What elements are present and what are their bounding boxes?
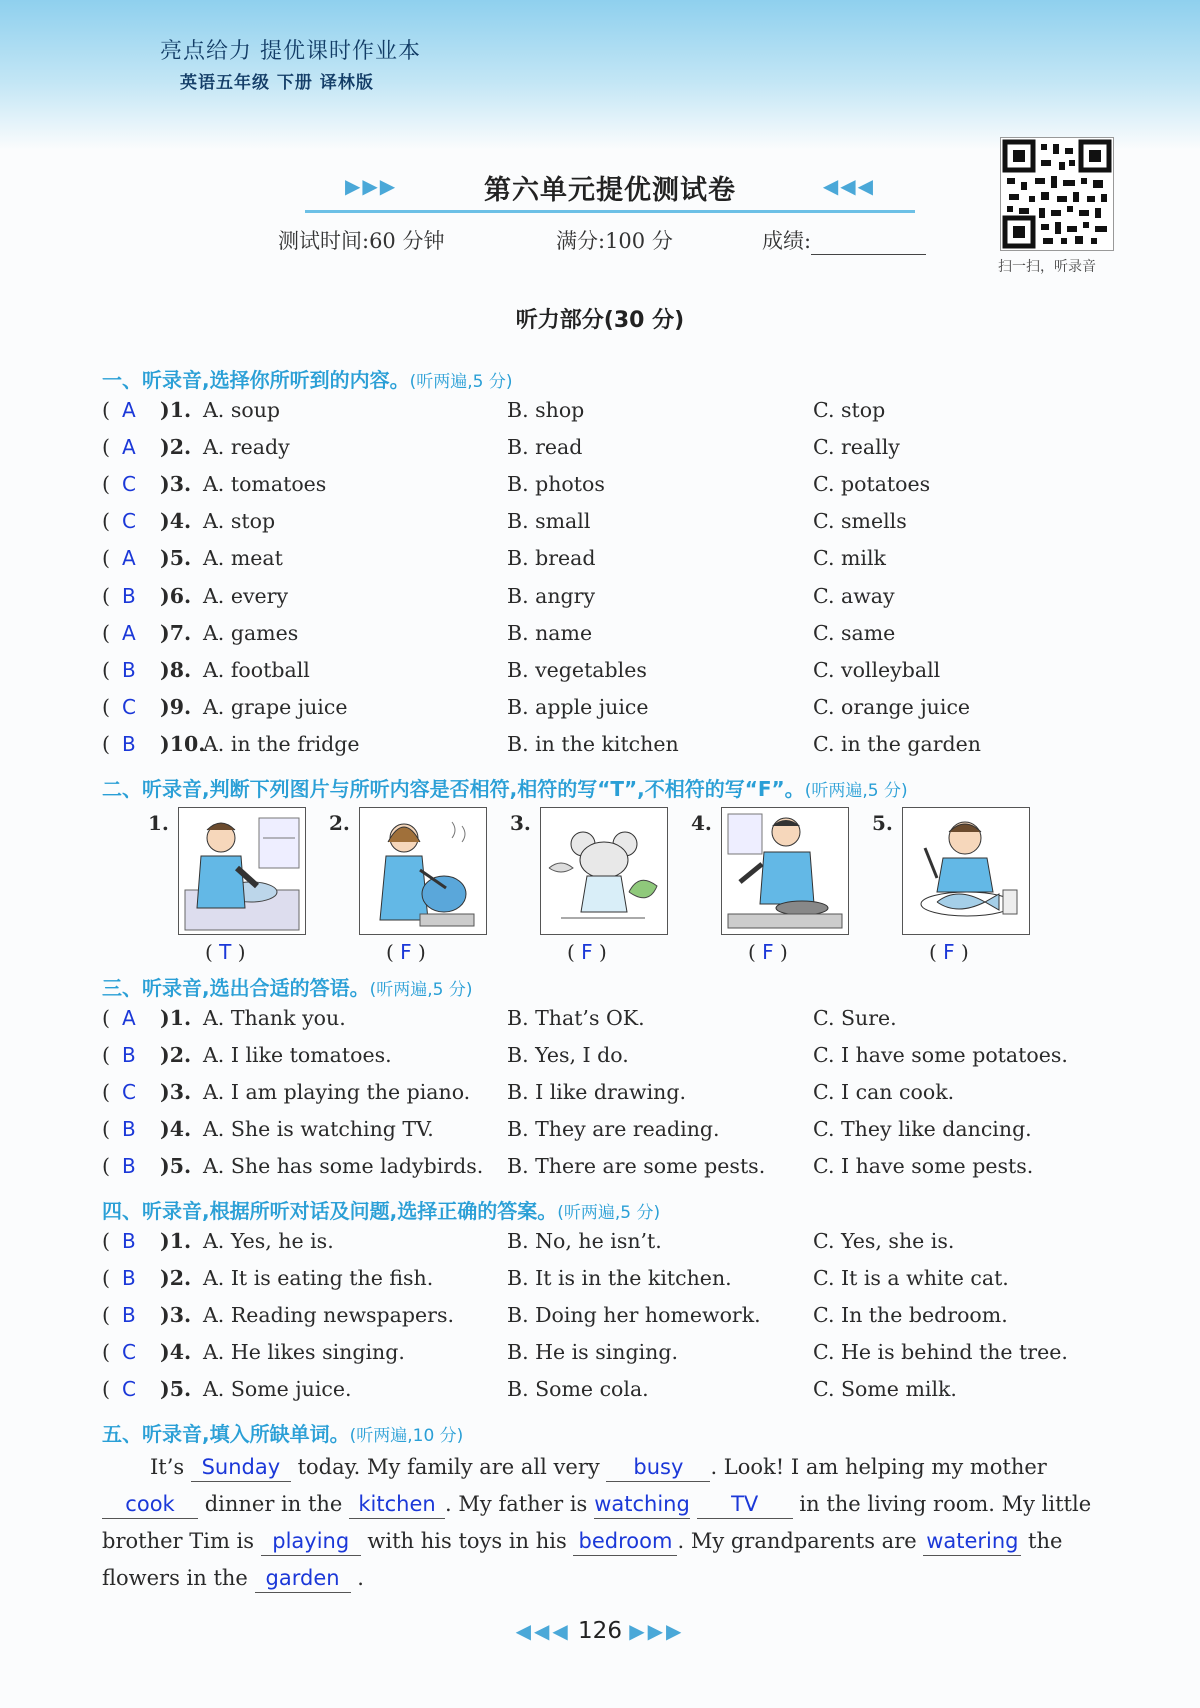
part3-note: (听两遍,5 分) <box>369 980 473 1000</box>
question-row <box>102 1154 1142 1184</box>
qr-code-icon <box>1000 137 1114 251</box>
option-c: C. I can cook. <box>813 1080 955 1104</box>
option-a: A. She has some ladybirds. <box>203 1154 484 1178</box>
passage-text: . My father is <box>445 1492 588 1516</box>
option-b: B. angry <box>507 583 596 608</box>
option-b: B. It is in the kitchen. <box>507 1266 732 1290</box>
answer-paren: ( <box>102 657 110 682</box>
answer-mark: A <box>122 620 136 645</box>
question-row <box>102 472 1142 502</box>
score-blank <box>811 232 926 255</box>
answer-mark: B <box>122 1266 136 1290</box>
option-c: C. away <box>813 583 895 608</box>
question-number: )2. <box>160 1266 192 1290</box>
option-c: C. In the bedroom. <box>813 1303 1008 1327</box>
option-b: B. vegetables <box>507 657 647 682</box>
option-c: C. really <box>813 435 900 460</box>
left-arrows-icon: ◀◀◀ <box>822 174 875 198</box>
answer-paren: ( <box>102 546 110 571</box>
option-c: C. potatoes <box>813 472 931 497</box>
option-a: A. in the fridge <box>203 731 360 756</box>
option-c: C. volleyball <box>813 657 941 682</box>
fill-in-passage <box>102 1449 1117 1597</box>
answer-mark: F <box>943 940 955 964</box>
test-title: 第六单元提优测试卷 <box>484 175 736 206</box>
passage-line <box>102 1486 1117 1523</box>
passage-text: It’s <box>150 1455 185 1479</box>
question-number: )7. <box>160 620 192 645</box>
question-number: )1. <box>160 1229 192 1253</box>
answer-paren: ( <box>102 509 110 534</box>
answer-paren: ( <box>102 620 110 645</box>
answer-mark: B <box>122 1117 136 1141</box>
option-b: B. I like drawing. <box>507 1080 686 1104</box>
answer-mark: B <box>122 731 136 756</box>
answer-mark: C <box>122 1080 136 1104</box>
part2-pictures <box>148 805 1148 985</box>
test-time: 测试时间:60 分钟 <box>278 229 445 253</box>
man-cooking-picture <box>721 807 849 935</box>
left-arrows-icon: ◀◀◀ <box>515 1619 571 1643</box>
blank-answer: busy <box>606 1453 710 1482</box>
listening-section-title: 听力部分(30 分) <box>515 308 685 333</box>
option-a: A. He likes singing. <box>203 1340 405 1364</box>
picture-answer: ( F ) <box>386 940 426 964</box>
part2-note: (听两遍,5 分) <box>804 781 908 801</box>
option-c: C. They like dancing. <box>813 1117 1032 1141</box>
test-title-row <box>300 168 920 208</box>
option-b: B. shop <box>507 398 585 422</box>
answer-paren: ( <box>102 435 110 460</box>
blank-answer: TV <box>697 1490 793 1519</box>
part1-note: (听两遍,5 分) <box>409 372 513 392</box>
option-a: A. every <box>203 583 289 608</box>
answer-mark: C <box>122 694 136 719</box>
answer-paren: ( <box>102 1229 110 1253</box>
blank-answer: watching <box>594 1490 690 1519</box>
picture-number: 4. <box>691 811 712 835</box>
part3-heading <box>102 972 473 1001</box>
part4-note: (听两遍,5 分) <box>557 1203 661 1223</box>
option-b: B. apple juice <box>507 694 649 719</box>
answer-paren: ( <box>102 1340 110 1364</box>
question-number: )3. <box>160 1303 192 1327</box>
answer-paren: ( <box>102 1117 110 1141</box>
question-row <box>102 1117 1142 1147</box>
option-b: B. name <box>507 620 593 645</box>
answer-mark: F <box>762 940 774 964</box>
option-c: C. I have some potatoes. <box>813 1043 1068 1067</box>
question-number: )5. <box>160 546 192 571</box>
score-field <box>762 225 926 255</box>
option-c: C. Sure. <box>813 1006 897 1030</box>
passage-text: with his toys in his <box>367 1529 567 1553</box>
option-b: B. He is singing. <box>507 1340 679 1364</box>
answer-mark: A <box>122 398 136 422</box>
blank-answer: bedroom <box>573 1527 677 1556</box>
book-subtitle: 英语五年级 下册 译林版 <box>180 73 374 93</box>
option-a: A. grape juice <box>203 694 348 719</box>
option-c: C. milk <box>813 546 886 571</box>
option-a: A. It is eating the fish. <box>203 1266 434 1290</box>
option-b: B. They are reading. <box>507 1117 720 1141</box>
title-underline <box>305 210 915 213</box>
page-number: 126 <box>578 1618 622 1644</box>
question-number: )3. <box>160 472 192 497</box>
answer-mark: B <box>122 1043 136 1067</box>
picture-answer: ( F ) <box>567 940 607 964</box>
picture-answer: ( F ) <box>929 940 969 964</box>
option-a: A. meat <box>203 546 283 571</box>
question-row <box>102 732 1142 762</box>
option-c: C. same <box>813 620 896 645</box>
right-arrows-icon: ▶▶▶ <box>345 174 398 198</box>
answer-mark: F <box>400 940 412 964</box>
passage-text: . My grandparents are <box>677 1529 917 1553</box>
passage-line <box>102 1560 1117 1597</box>
question-row <box>102 435 1142 465</box>
cooking-soup-picture <box>359 807 487 935</box>
part2-heading-text: 二、听录音,判断下列图片与所听内容是否相符,相符的写“T”,不相符的写“F”。 <box>102 777 805 801</box>
boy-eating-fish-picture <box>902 807 1030 935</box>
part5-heading <box>102 1418 463 1447</box>
question-number: )4. <box>160 1340 192 1364</box>
option-c: C. I have some pests. <box>813 1154 1034 1178</box>
answer-mark: C <box>122 472 136 497</box>
part1-heading <box>102 364 513 393</box>
question-number: )4. <box>160 1117 192 1141</box>
option-c: C. Some milk. <box>813 1377 957 1401</box>
question-row <box>102 621 1142 651</box>
passage-text: brother Tim is <box>102 1529 255 1553</box>
option-b: B. That’s OK. <box>507 1006 645 1030</box>
option-c: C. stop <box>813 398 886 422</box>
blank-answer: cook <box>102 1490 198 1519</box>
right-arrows-icon: ▶▶▶ <box>629 1619 685 1643</box>
answer-mark: F <box>581 940 593 964</box>
passage-text: in the living room. My little <box>799 1492 1092 1516</box>
option-a: A. Yes, he is. <box>203 1229 334 1253</box>
option-a: A. I like tomatoes. <box>203 1043 392 1067</box>
picture-answer: ( F ) <box>748 940 788 964</box>
option-a: A. Some juice. <box>203 1377 352 1401</box>
question-number: )1. <box>160 1006 192 1030</box>
option-b: B. photos <box>507 472 605 497</box>
question-row <box>102 509 1142 539</box>
picture-number: 1. <box>148 811 169 835</box>
option-a: A. stop <box>203 509 276 534</box>
option-b: B. No, he isn’t. <box>507 1229 662 1253</box>
washing-dishes-picture <box>178 807 306 935</box>
part3-heading-text: 三、听录音,选出合适的答语。 <box>102 976 370 1000</box>
option-b: B. Doing her homework. <box>507 1303 761 1327</box>
option-a: A. Reading newspapers. <box>203 1303 454 1327</box>
answer-paren: ( <box>102 472 110 497</box>
answer-mark: B <box>122 657 136 682</box>
picture-number: 3. <box>510 811 531 835</box>
passage-line <box>102 1523 1117 1560</box>
question-number: )3. <box>160 1080 192 1104</box>
question-row <box>102 398 1142 428</box>
question-row <box>102 1303 1142 1333</box>
question-number: )4. <box>160 509 192 534</box>
blank-answer: kitchen <box>349 1490 445 1519</box>
answer-mark: A <box>122 1006 136 1030</box>
page-footer <box>0 1618 1200 1644</box>
question-number: )5. <box>160 1377 192 1401</box>
answer-paren: ( <box>102 583 110 608</box>
mouse-smelling-picture <box>540 807 668 935</box>
question-number: )2. <box>160 435 192 460</box>
answer-mark: B <box>122 583 136 608</box>
option-c: C. He is behind the tree. <box>813 1340 1068 1364</box>
answer-paren: ( <box>102 1303 110 1327</box>
answer-paren: ( <box>102 1154 110 1178</box>
part2-heading <box>102 773 908 802</box>
question-row <box>102 546 1142 576</box>
question-number: )10. <box>160 731 206 756</box>
blank-answer: playing <box>261 1527 361 1556</box>
answer-paren: ( <box>102 694 110 719</box>
full-score: 满分:100 分 <box>556 229 673 253</box>
question-row <box>102 1043 1142 1073</box>
option-b: B. read <box>507 435 583 460</box>
answer-paren: ( <box>102 731 110 756</box>
option-c: C. orange juice <box>813 694 971 719</box>
question-row <box>102 1229 1142 1259</box>
answer-mark: T <box>219 940 232 964</box>
answer-mark: B <box>122 1229 136 1253</box>
question-number: )1. <box>160 398 192 422</box>
option-a: A. She is watching TV. <box>203 1117 434 1141</box>
picture-number: 5. <box>872 811 893 835</box>
option-c: C. in the garden <box>813 731 981 756</box>
answer-mark: A <box>122 435 136 460</box>
option-c: C. It is a white cat. <box>813 1266 1009 1290</box>
answer-paren: ( <box>102 398 110 422</box>
option-a: A. soup <box>203 398 281 422</box>
question-number: )5. <box>160 1154 192 1178</box>
part5-heading-text: 五、听录音,填入所缺单词。 <box>102 1422 350 1446</box>
part1-heading-text: 一、听录音,选择你所听到的内容。 <box>102 368 410 392</box>
option-a: A. games <box>203 620 299 645</box>
option-a: A. ready <box>203 435 290 460</box>
question-number: )6. <box>160 583 192 608</box>
question-row <box>102 584 1142 614</box>
option-a: A. tomatoes <box>203 472 327 497</box>
answer-mark: A <box>122 546 136 571</box>
question-number: )2. <box>160 1043 192 1067</box>
answer-mark: B <box>122 1154 136 1178</box>
question-row <box>102 1340 1142 1370</box>
book-title: 亮点给力 提优课时作业本 <box>160 39 421 64</box>
passage-text: . <box>357 1566 364 1590</box>
answer-mark: B <box>122 1303 136 1327</box>
option-a: A. football <box>203 657 310 682</box>
option-b: B. Yes, I do. <box>507 1043 629 1067</box>
blank-answer: watering <box>923 1527 1021 1556</box>
option-b: B. small <box>507 509 591 534</box>
answer-paren: ( <box>102 1043 110 1067</box>
question-row <box>102 695 1142 725</box>
question-row <box>102 658 1142 688</box>
picture-number: 2. <box>329 811 350 835</box>
answer-mark: C <box>122 509 136 534</box>
option-a: A. I am playing the piano. <box>203 1080 471 1104</box>
passage-text: today. My family are all very <box>297 1455 600 1479</box>
passage-line <box>102 1449 1117 1486</box>
question-row <box>102 1377 1142 1407</box>
answer-mark: C <box>122 1377 136 1401</box>
answer-paren: ( <box>102 1377 110 1401</box>
answer-mark: C <box>122 1340 136 1364</box>
option-c: C. Yes, she is. <box>813 1229 955 1253</box>
option-b: B. bread <box>507 546 596 571</box>
passage-text: dinner in the <box>204 1492 343 1516</box>
option-c: C. smells <box>813 509 907 534</box>
option-a: A. Thank you. <box>203 1006 346 1030</box>
answer-paren: ( <box>102 1006 110 1030</box>
question-row <box>102 1080 1142 1110</box>
blank-answer: garden <box>255 1564 351 1593</box>
question-number: )8. <box>160 657 192 682</box>
part4-heading-text: 四、听录音,根据所听对话及问题,选择正确的答案。 <box>102 1199 558 1223</box>
question-row <box>102 1266 1142 1296</box>
question-row <box>102 1006 1142 1036</box>
blank-answer: Sunday <box>191 1453 291 1482</box>
part4-heading <box>102 1195 660 1224</box>
answer-paren: ( <box>102 1266 110 1290</box>
part5-note: (听两遍,10 分) <box>349 1426 464 1446</box>
option-b: B. in the kitchen <box>507 731 679 756</box>
option-b: B. There are some pests. <box>507 1154 766 1178</box>
picture-answer: ( T ) <box>205 940 246 964</box>
qr-caption: 扫一扫，听录音 <box>998 259 1096 275</box>
passage-text: flowers in the <box>102 1566 248 1590</box>
passage-text: the <box>1028 1529 1063 1553</box>
score-label: 成绩: <box>762 229 812 253</box>
question-number: )9. <box>160 694 192 719</box>
passage-text: . Look! I am helping my mother <box>710 1455 1047 1479</box>
answer-paren: ( <box>102 1080 110 1104</box>
option-b: B. Some cola. <box>507 1377 649 1401</box>
